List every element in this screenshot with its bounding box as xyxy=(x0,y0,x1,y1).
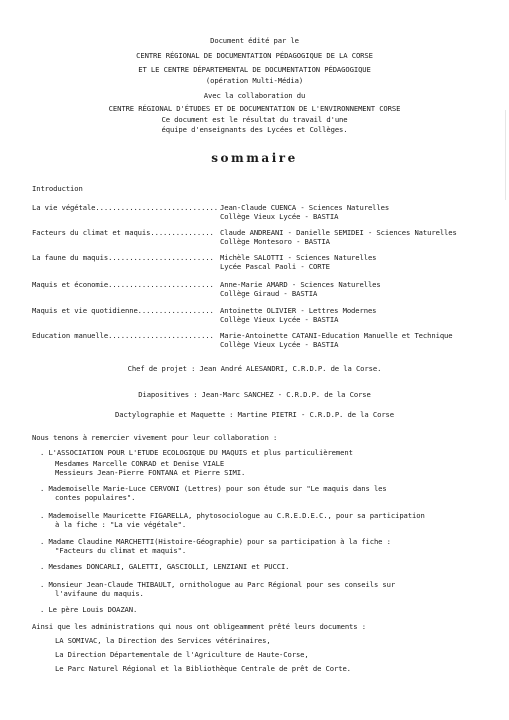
thanks-item-line: . Mademoiselle Marie-Luce CERVONI (Lettres) pour son étude sur "Le maquis dans les xyxy=(40,484,387,493)
sommaire-introduction: Introduction xyxy=(32,184,83,193)
sommaire-title: sommaire xyxy=(211,151,298,165)
sommaire-entry-school: Collège Vieux Lycée - BASTIA xyxy=(220,340,339,349)
thanks-item-line: . Mesdames DONCARLI, GALETTI, GASCIOLLI, LENZIANI et PUCCI. xyxy=(40,562,290,571)
sommaire-entry-label: Maquis et vie quotidienne.................. xyxy=(32,306,214,315)
sommaire-entry-school: Collège Montesoro - BASTIA xyxy=(220,237,330,246)
thanks-item-line: . Madame Claudine MARCHETTI(Histoire-Géographie) pour sa participation à la fiche : xyxy=(40,537,391,546)
sommaire-entry-label: Maquis et économie......................... xyxy=(32,280,214,289)
thanks-item-line: l'avifaune du maquis. xyxy=(55,589,144,598)
credit-diapositives: Diapositives : Jean-Marc SANCHEZ - C.R.D.P. de la Corse xyxy=(138,390,371,399)
sommaire-entry-author: Antoinette OLIVIER - Lettres Modernes xyxy=(220,306,377,315)
thanks-item-line: contes populaires". xyxy=(55,493,136,502)
header-result: Ce document est le résultat du travail d'une xyxy=(161,115,348,124)
header-credec: CENTRE RÉGIONAL D'ÉTUDES ET DE DOCUMENTATION DE L'ENVIRONNEMENT CORSE xyxy=(108,104,401,113)
credit-chef-projet: Chef de projet : Jean André ALESANDRI, C.R.D.P. de la Corse. xyxy=(127,364,382,373)
thanks-item-line: Messieurs Jean-Pierre FONTANA et Pierre SIMI. xyxy=(55,468,246,477)
thanks-item-line: . Monsieur Jean-Claude THIBAULT, ornithologue au Parc Régional pour ses conseils sur xyxy=(40,580,396,589)
thanks-item-line: "Facteurs du climat et maquis". xyxy=(55,546,187,555)
sommaire-entry-school: Lycée Pascal Paoli - CORTE xyxy=(220,262,330,271)
sommaire-entry-label: Education manuelle......................... xyxy=(32,331,214,340)
header-operation: (opération Multi-Média) xyxy=(205,76,304,85)
thanks-item-line: . Le père Louis DOAZAN. xyxy=(40,605,138,614)
header-cddp: ET LE CENTRE DÉPARTEMENTAL DE DOCUMENTATION PÉDAGOGIQUE xyxy=(138,65,371,74)
thanks-item-line: Mesdames Marcelle CONRAD et Denise VIALE xyxy=(55,459,225,468)
admin-line: LA SOMIVAC, la Direction des Services vétérinaires, xyxy=(55,636,271,645)
thanks-intro: Nous tenons à remercier vivement pour leur collaboration : xyxy=(32,433,278,442)
sommaire-entry-author: Claude ANDREANI - Danielle SEMIDEI - Sciences Naturelles xyxy=(220,228,457,237)
sommaire-entry-school: Collège Vieux Lycée - BASTIA xyxy=(220,315,339,324)
admin-line: La Direction Départementale de l'Agriculture de Haute-Corse, xyxy=(55,650,309,659)
header-edited-by: Document édité par le xyxy=(210,36,299,45)
admin-line: Le Parc Naturel Régional et la Bibliothèque Centrale de prêt de Corte. xyxy=(55,664,351,673)
sommaire-entry-school: Collège Giraud - BASTIA xyxy=(220,289,318,298)
credit-dactylographie: Dactylographie et Maquette : Martine PIETRI - C.R.D.P. de la Corse xyxy=(115,410,394,419)
thanks-item-line: . Mademoiselle Mauricette FIGARELLA, phytosociologue au C.R.E.D.E.C., pour sa participation xyxy=(40,511,425,520)
thanks-item-line: . L'ASSOCIATION POUR L'ETUDE ECOLOGIQUE DU MAQUIS et plus particulièrement xyxy=(40,448,353,457)
header-collaboration: Avec la collaboration du xyxy=(203,91,306,100)
thanks-item-line: à la fiche : "La vie végétale". xyxy=(55,520,187,529)
sommaire-entry-school: Collège Vieux Lycée - BASTIA xyxy=(220,212,339,221)
sommaire-entry-author: Marie-Antoinette CATANI-Education Manuelle et Technique xyxy=(220,331,453,340)
header-team: équipe d'enseignants des Lycées et Collèges. xyxy=(161,125,348,134)
sommaire-entry-author: Anne-Marie AMARD - Sciences Naturelles xyxy=(220,280,381,289)
sommaire-entry-author: Michèle SALOTTI - Sciences Naturelles xyxy=(220,253,377,262)
sommaire-entry-label: Facteurs du climat et maquis............... xyxy=(32,228,214,237)
sommaire-entry-author: Jean-Claude CUENCA - Sciences Naturelles xyxy=(220,203,390,212)
admin-intro: Ainsi que les administrations qui nous ont obligeamment prêté leurs documents : xyxy=(32,622,366,631)
header-crdp: CENTRE RÉGIONAL DE DOCUMENTATION PÉDAGOGIQUE DE LA CORSE xyxy=(136,51,373,60)
sommaire-entry-label: La faune du maquis......................... xyxy=(32,253,214,262)
sommaire-entry-label: La vie végétale............................. xyxy=(32,203,218,212)
